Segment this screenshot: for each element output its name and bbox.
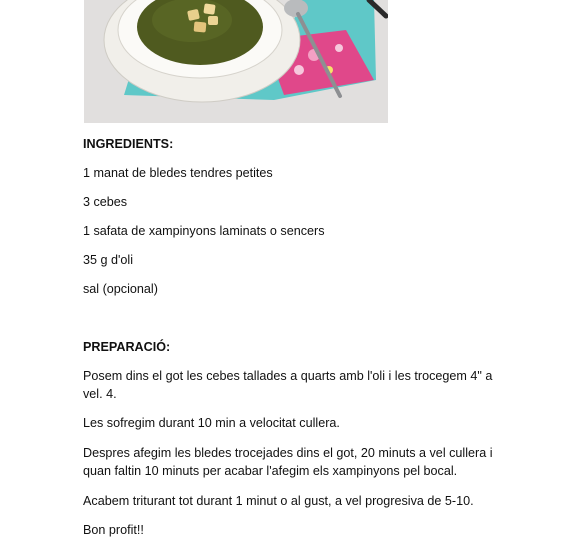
ingredient-item: 1 safata de xampinyons laminats o sencers bbox=[83, 224, 325, 238]
preparation-step: Posem dins el got les cebes tallades a quarts amb l'oli i les trocegem 4" a vel. 4. bbox=[83, 369, 493, 401]
ingredients-heading: INGREDIENTS: bbox=[83, 137, 174, 151]
preparation-step: Acabem triturant tot durant 1 minut o al gust, a vel progresiva de 5-10. bbox=[83, 494, 474, 508]
preparation-heading: PREPARACIÓ: bbox=[83, 340, 171, 354]
preparation-step: Les sofregim durant 10 min a velocitat cullera. bbox=[83, 416, 340, 430]
ingredient-item: 1 manat de bledes tendres petites bbox=[83, 166, 273, 180]
soup-photo bbox=[84, 0, 388, 123]
preparation-step: Despres afegim les bledes trocejades dins el got, 20 minuts a vel cullera i quan faltin 10 minuts per acabar l'afegim els xampinyons pel bocal. bbox=[83, 446, 493, 478]
ingredient-item: 35 g d'oli bbox=[83, 253, 134, 267]
ingredient-item: sal (opcional) bbox=[83, 282, 158, 296]
closing-line: Bon profit!! bbox=[83, 523, 144, 537]
ingredient-item: 3 cebes bbox=[83, 195, 128, 209]
